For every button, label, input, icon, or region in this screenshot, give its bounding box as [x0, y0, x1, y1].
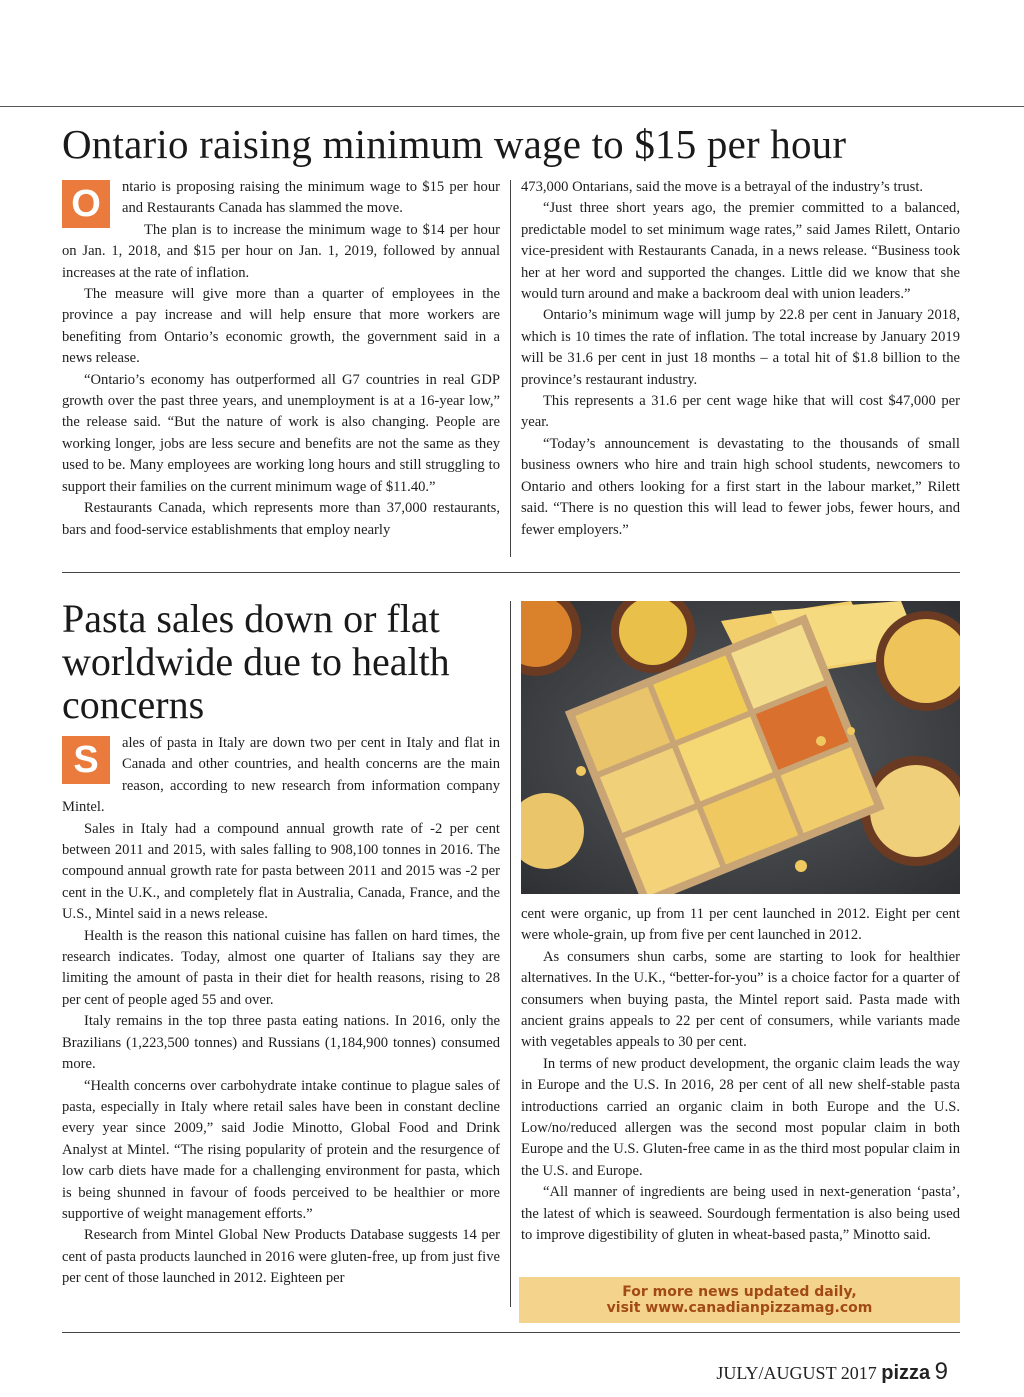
paragraph: The measure will give more than a quarter of employees in the province a pay increase and will help ensure that more workers are benefiting from Ontario’s economic growth, the government said in a news release. — [62, 286, 500, 367]
paragraph: The plan is to increase the minimum wage to $14 per hour on Jan. 1, 2018, and $15 per hour on Jan. 1, 2019, followed by annual increases at the rate of inflation. — [62, 221, 500, 281]
paragraph: “Ontario’s economy has outperformed all G7 countries in real GDP growth over the past three years, and unemployment is at a 16-year low,” the release said. “But the nature of work is also changing. People are working longer, jobs are less secure and benefits are not the same as they used to be. Many employees are working long hours and still struggling to support their families on the current minimum wage of $11.40.” — [62, 371, 500, 495]
magazine-name: pizza — [881, 1362, 931, 1384]
page-footer — [716, 1358, 948, 1386]
paragraph: ntario is proposing raising the minimum wage to $15 per hour and Restaurants Canada has slammed the move. — [122, 179, 500, 217]
paragraph: Health is the reason this national cuisine has fallen on hard times, the research indicates. Today, almost one quarter of Italians say they are limiting the amount of pasta in their diet for health reasons, rising to 28 per cent of people aged 55 and over. — [62, 927, 500, 1008]
section-divider — [62, 572, 960, 573]
article1-left-column — [62, 177, 500, 541]
paragraph: “All manner of ingredients are being used in next-generation ‘pasta’, the latest of which is seaweed. Sourdough fermentation is also being used to improve digestibility of gluten in wheat-based pasta,” Minotto said. — [521, 1184, 960, 1244]
issue-date: JULY/AUGUST 2017 — [716, 1363, 877, 1383]
paragraph: cent were organic, up from 11 per cent launched in 2012. Eight per cent were whole-grain, up from five per cent launched in 2012. — [521, 906, 960, 944]
website-promo-banner[interactable] — [519, 1277, 960, 1323]
paragraph: “Today’s announcement is devastating to the thousands of small business owners who hire and train high school students, newcomers to Ontario and others looking for a first start in the labour market,” Rilett said. “There is no question this will lead to fewer jobs, fewer hours, and fewer employers.” — [521, 435, 960, 538]
paragraph: 473,000 Ontarians, said the move is a betrayal of the industry’s trust. — [521, 179, 924, 195]
paragraph: Ontario’s minimum wage will jump by 22.8 per cent in January 2018, which is 10 times the rate of inflation. The total increase by January 2019 will be 31.6 per cent in just 18 months – a total hit of $1.8 billion to the province’s restaurant industry. — [521, 307, 960, 388]
top-rule — [0, 106, 1024, 107]
paragraph: Research from Mintel Global New Products Database suggests 14 per cent of pasta products launched in 2016 were gluten-free, up from just five per cent of those launched in 2012. Eighteen per — [62, 1227, 500, 1287]
paragraph: Sales in Italy had a compound annual growth rate of -2 per cent between 2011 and 2015, with sales falling to 908,100 tonnes in 2016. The compound annual growth rate for pasta between 2011 and 2015 was -2 per cent in the U.K., and completely flat in Australia, Canada, France, and the U.S., Mintel said in a news release. — [62, 820, 500, 923]
footer-rule — [62, 1332, 960, 1333]
paragraph: Restaurants Canada, which represents more than 37,000 restaurants, bars and food-service establishments that employ nearly — [62, 500, 500, 538]
dropcap-s: S — [62, 736, 110, 784]
column-divider — [510, 601, 511, 1307]
column-divider — [510, 180, 511, 557]
headline-pasta-sales: Pasta sales down or flat worldwide due to health concerns — [62, 596, 450, 727]
paragraph: This represents a 31.6 per cent wage hike that will cost $47,000 per year. — [521, 393, 960, 431]
headline-minimum-wage: Ontario raising minimum wage to $15 per hour — [62, 121, 847, 167]
pasta-photo — [521, 601, 960, 894]
paragraph: Italy remains in the top three pasta eating nations. In 2016, only the Brazilians (1,223,500 tonnes) and Russians (1,184,900 tonnes) consumed more. — [62, 1013, 500, 1073]
banner-link[interactable]: visit www.canadianpizzamag.com — [606, 1300, 873, 1316]
dropcap-o: O — [62, 180, 110, 228]
paragraph: “Health concerns over carbohydrate intake continue to plague sales of pasta, especially in Italy where retail sales have been in constant decline every year since 2009,” said Jodie Minotto, Global Food and Drink Analyst at Mintel. “The rising popularity of protein and the resurgence of low carb diets have made for a challenging environment for pasta, which is being shunned in favour of foods perceived to be healthier or more supportive of weight management efforts.” — [62, 1077, 500, 1222]
paragraph: As consumers shun carbs, some are starting to look for healthier alternatives. In the U.K., “better-for-you” is a choice factor for a quarter of consumers when buying pasta, the Mintel report said. Pasta made with ancient grains appeals to 22 per cent of consumers, while variants made with vegetables appeals to 30 per cent. — [521, 948, 960, 1051]
page-number: 9 — [934, 1358, 948, 1385]
article2-left-column — [62, 733, 500, 1290]
banner-line-1: For more news updated daily, — [622, 1284, 857, 1300]
paragraph: “Just three short years ago, the premier committed to a balanced, predictable model to set minimum wage rates,” said James Rilett, Ontario vice-president with Restaurants Canada, in a news release. “Business took her at her word and supported the changes. Little did we know that she would turn around and make a backroom deal with union leaders.” — [521, 200, 960, 303]
article2-right-column — [521, 904, 960, 1247]
paragraph: ales of pasta in Italy are down two per cent in Italy and flat in Canada and other countries, and health concerns are the main reason, according to new research from information company Mintel. — [62, 735, 500, 816]
article1-right-column — [521, 177, 960, 541]
paragraph: In terms of new product development, the organic claim leads the way in Europe and the U.S. In 2016, 28 per cent of all new shelf-stable pasta introductions carried an organic claim in both Europe and the U.S. Low/no/reduced allergen was the second most popular claim in both Europe and the U.S. Gluten-free came in as the third most popular claim in the U.S. and Europe. — [521, 1055, 960, 1179]
